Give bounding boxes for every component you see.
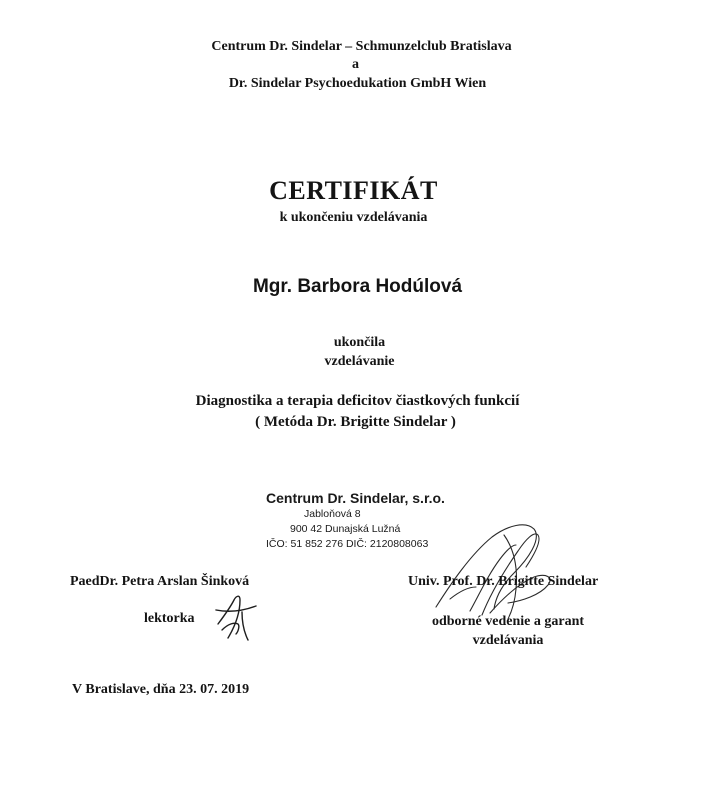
- course-name: Diagnostika a terapia deficitov čiastkových funkcií: [195, 393, 520, 409]
- stamp-street: Jabloňová 8: [304, 508, 361, 520]
- signatory-left-role: lektorka: [144, 611, 195, 626]
- header-line-1: Centrum Dr. Sindelar – Schmunzelclub Bratislava: [211, 39, 512, 54]
- signature-left: [212, 590, 262, 646]
- completed-line-1: ukončila: [333, 335, 386, 350]
- stamp-city: 900 42 Dunajská Lužná: [290, 523, 401, 535]
- signatory-left-name: PaedDr. Petra Arslan Šinková: [70, 574, 250, 589]
- signatory-right-role-line-1: odborné vedenie a garant: [431, 614, 585, 629]
- recipient-name: Mgr. Barbora Hodúlová: [252, 276, 463, 297]
- header-line-3: Dr. Sindelar Psychoedukation GmbH Wien: [228, 76, 487, 91]
- stamp-company: Centrum Dr. Sindelar, s.r.o.: [266, 490, 445, 506]
- certificate-title: CERTIFIKÁT: [269, 176, 438, 205]
- header-line-2: a: [352, 57, 359, 72]
- signatory-right-role: [418, 612, 598, 650]
- stamp-ids: IČO: 51 852 276 DIČ: 2120808063: [266, 538, 429, 550]
- signatory-right-name: Univ. Prof. Dr. Brigitte Sindelar: [408, 574, 599, 589]
- completed-line-2: vzdelávanie: [324, 354, 395, 369]
- signatory-right-role-line-2: vzdelávania: [472, 633, 544, 648]
- place-and-date: V Bratislave, dňa 23. 07. 2019: [72, 682, 250, 697]
- signature-right: [430, 515, 560, 625]
- course-method: ( Metóda Dr. Brigitte Sindelar ): [255, 414, 456, 430]
- certificate-subtitle: k ukončeniu vzdelávania: [279, 210, 428, 225]
